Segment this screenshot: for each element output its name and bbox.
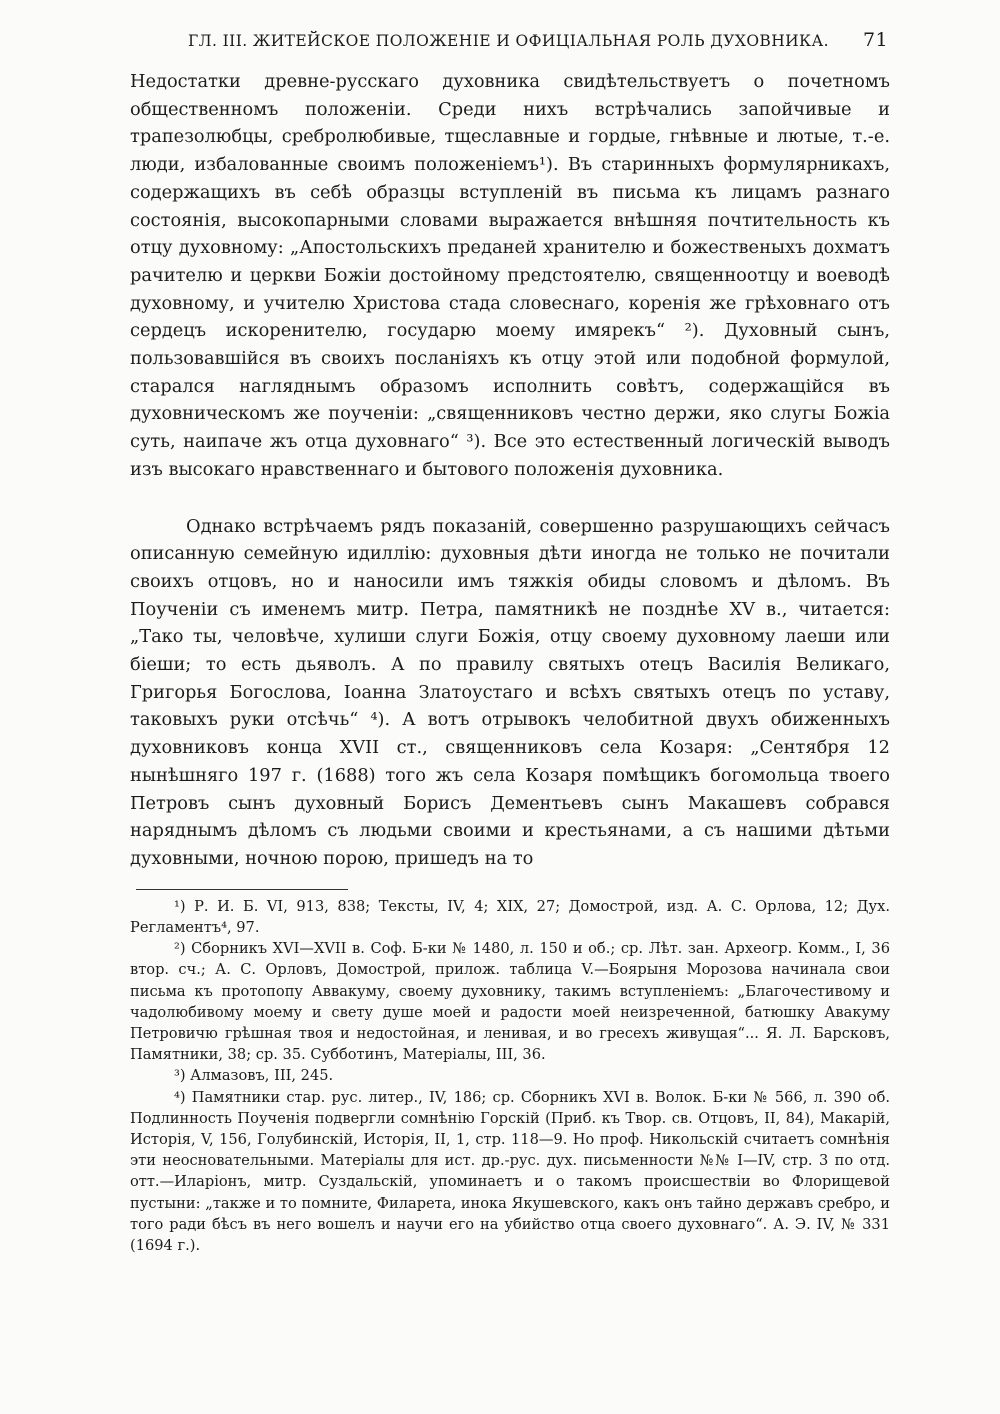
- footnote-4: ⁴) Памятники стар. рус. литер., IV, 186; ср. Сборникъ XVI в. Волок. Б-ки № 566, л. 390 об. Подлинность Поученія подвергли сомнѣнію Горскій (Приб. къ Твор. св. Отцовъ, II, 84), Макарій, Исторія, V, 156, Голубинскій, Исторія, II, 1, стр. 118—9. Но проф. Никольскій считаетъ сомнѣнія эти неосновательными. Матеріалы для ист. др.-рус. дух. письменности №№ I—IV, стр. 3 по отд. отт.—Иларіонъ, митр. Суздальскій, упоминаетъ и о такомъ происшествіи во Флорищевой пустыни: „также и то помните, Филарета, инока Якушевского, какъ онъ тайно державъ сребро, и того ради бѣсъ въ него вошелъ и научи его на убийство отца своего духовнаго“. А. Э. IV, № 331 (1694 г.).: [130, 1088, 890, 1254]
- body-paragraph-2: Однако встрѣчаемъ рядъ показаній, совершенно разрушающихъ сейчасъ описанную семейную идиллію: духовныя дѣти иногда не только не почитали своихъ отцовъ, но и наносили имъ тяжкія обиды словомъ и дѣломъ. Въ Поученіи съ именемъ митр. Петра, памятникѣ не позднѣе XV в., читается: „Тако ты, человѣче, хулиши слуги Божія, отцу своему духовному лаеши или біеши; то есть дьяволъ. А по правилу святыхъ отецъ Василія Великаго, Григорья Богослова, Іоанна Златоустаго и всѣхъ святыхъ отецъ по уставу, таковыхъ руки отсѣчь“ ⁴). А вотъ отрывокъ челобитной двухъ обиженныхъ духовниковъ конца XVII ст., священниковъ села Козаря: „Сентября 12 нынѣшняго 197 г. (1688) того жъ села Козаря помѣщикъ богомольца твоего Петровъ сынъ духовный Борисъ Дементьевъ сынъ Макашевъ собрався наряднымъ дѣломъ съ людьми своими и крестьянами, а съ нашими дѣтьми духовными, ночною порою, пришедъ на то: [130, 515, 890, 869]
- page-number: 71: [863, 29, 888, 51]
- book-page: [130, 18, 890, 1256]
- footnote-3: ³) Алмазовъ, III, 245.: [174, 1067, 334, 1085]
- footnote-1: ¹) Р. И. Б. VI, 913, 838; Тексты, IV, 4; XIX, 27; Домострой, изд. А. С. Орлова, 12; Дух. Регламентъ⁴, 97.: [130, 897, 890, 936]
- footnote-separator: [136, 889, 348, 890]
- footnote-2: ²) Сборникъ XVI—XVII в. Соф. Б-ки № 1480, л. 150 и об.; ср. Лѣт. зан. Археогр. Комм., I, 36 втор. сч.; А. С. Орловъ, Домострой, прилож. таблица V.—Боярыня Морозова начинала свои письма къ протопопу Аввакуму, своему духовнику, такимъ вступленіемъ: „Благочестивому и чадолюбивому моему и свету душе моей и радости моей неизреченной, батюшку Авакуму Петровичю грѣшная твоя и недостойная, и ленивая, и во гресехъ живущая“... Я. Л. Барсковъ, Памятники, 38; ср. 35. Субботинъ, Матеріалы, III, 36.: [130, 940, 890, 1064]
- running-title: ГЛ. III. ЖИТЕЙСКОЕ ПОЛОЖЕНІЕ И ОФИЦІАЛЬНАЯ РОЛЬ ДУХОВНИКА.: [188, 32, 829, 50]
- running-header: [130, 18, 890, 62]
- body-paragraph-1: Недостатки древне-русскаго духовника свидѣтельствуетъ о почетномъ общественномъ положеніи. Среди нихъ встрѣчались запойчивые и трапезолюбцы, сребролюбивые, тщеславные и гордые, гнѣвные и лютые, т.-е. люди, избалованные своимъ положеніемъ¹). Въ старинныхъ формулярникахъ, содержащихъ въ себѣ образцы вступленій въ письма къ лицамъ разнаго состоянія, высокопарными словами выражается внѣшняя почтительность къ отцу духовному: „Апостольскихъ преданей хранителю и божественыхъ дохматъ рачителю и церкви Божіи достойному предстоятелю, священноотцу и воеводѣ духовному, и учителю Христова стада словеснаго, коренія же грѣховнаго отъ сердецъ искоренителю, государю моему имярекъ“ ²). Духовный сынъ, пользовавшійся въ своихъ посланіяхъ къ отцу этой или подобной формулой, старался нагляднымъ образомъ исполнить совѣтъ, содержащійся въ духовническомъ же поученіи: „священниковъ честно держи, яко слугы Божіа суть, наипаче жъ отца духовнаго“ ³). Все это естественный логическій выводъ изъ высокаго нравственнаго и бытового положенія духовника.: [130, 71, 890, 480]
